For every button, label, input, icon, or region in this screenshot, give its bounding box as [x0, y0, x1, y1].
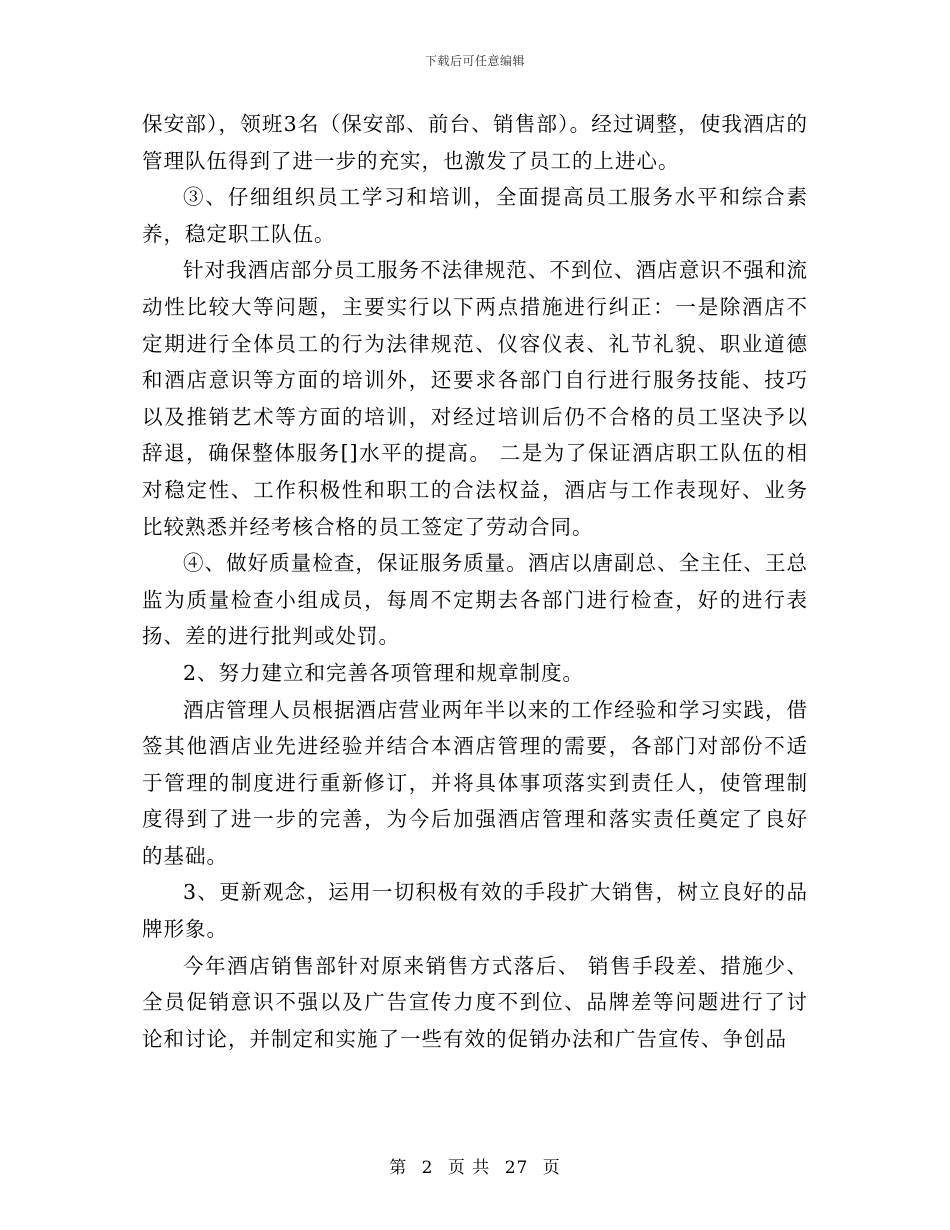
footer-suffix: 页 [542, 1158, 561, 1178]
document-body [142, 106, 808, 1057]
paragraph-8: 今年酒店销售部针对原来销售方式落后、 销售手段差、措施少、全员促销意识不强以及广告宣传力度不到位、品牌差等问题进行了讨论和讨论，并制定和实施了一些有效的促销办法和广告宣传、争创品 [142, 953, 808, 1051]
footer-page-number: 2 [421, 1158, 434, 1178]
footer-total-pages: 27 [504, 1158, 529, 1178]
paragraph-7: 3、更新观念，运用一切积极有效的手段扩大销售，树立良好的品牌形象。 [142, 880, 808, 942]
paragraph-2: ③、仔细组织员工学习和培训，全面提高员工服务水平和综合素养，稳定职工队伍。 [142, 185, 808, 246]
paragraph-1: 保安部），领班3名（保安部、前台、销售部）。经过调整，使我酒店的管理队伍得到了进一步的充实，也激发了员工的上进心。 [142, 112, 808, 173]
page-header-note: 下载后可任意编辑 [424, 54, 525, 68]
page-footer [0, 1153, 950, 1178]
paragraph-5: 2、努力建立和完善各项管理和规章制度。 [183, 660, 585, 685]
paragraph-6: 酒店管理人员根据酒店营业两年半以来的工作经验和学习实践，借签其他酒店业先进经验并结合本酒店管理的需要，各部门对部份不适于管理的制度进行重新修订，并将具体事项落实到责任人，使管理制度得到了进一步的完善，为今后加强酒店管理和落实责任奠定了良好的基础。 [142, 697, 808, 868]
paragraph-4: ④、做好质量检查，保证服务质量。酒店以唐副总、全主任、王总监为质量检查小组成员，每周不定期去各部门进行检查，好的进行表扬、差的进行批判或处罚。 [142, 551, 808, 649]
paragraph-3: 针对我酒店部分员工服务不法律规范、不到位、酒店意识不强和流动性比较大等问题，主要实行以下两点措施进行纠正：一是除酒店不定期进行全体员工的行为法律规范、仪容仪表、礼节礼貌、职业道德和酒店意识等方面的培训外，还要求各部门自行进行服务技能、技巧以及推销艺术等方面的培训，对经过培训后仍不合格的员工坚决予以辞退，确保整体服务[]水平的提高。 二是为了保证酒店职工队伍的相对稳定性、工作积极性和职工的合法权益，酒店与工作表现好、业务比较熟悉并经考核合格的员工签定了劳动合同。 [142, 258, 808, 539]
footer-middle: 页 共 [447, 1158, 491, 1178]
footer-prefix: 第 [389, 1158, 408, 1178]
